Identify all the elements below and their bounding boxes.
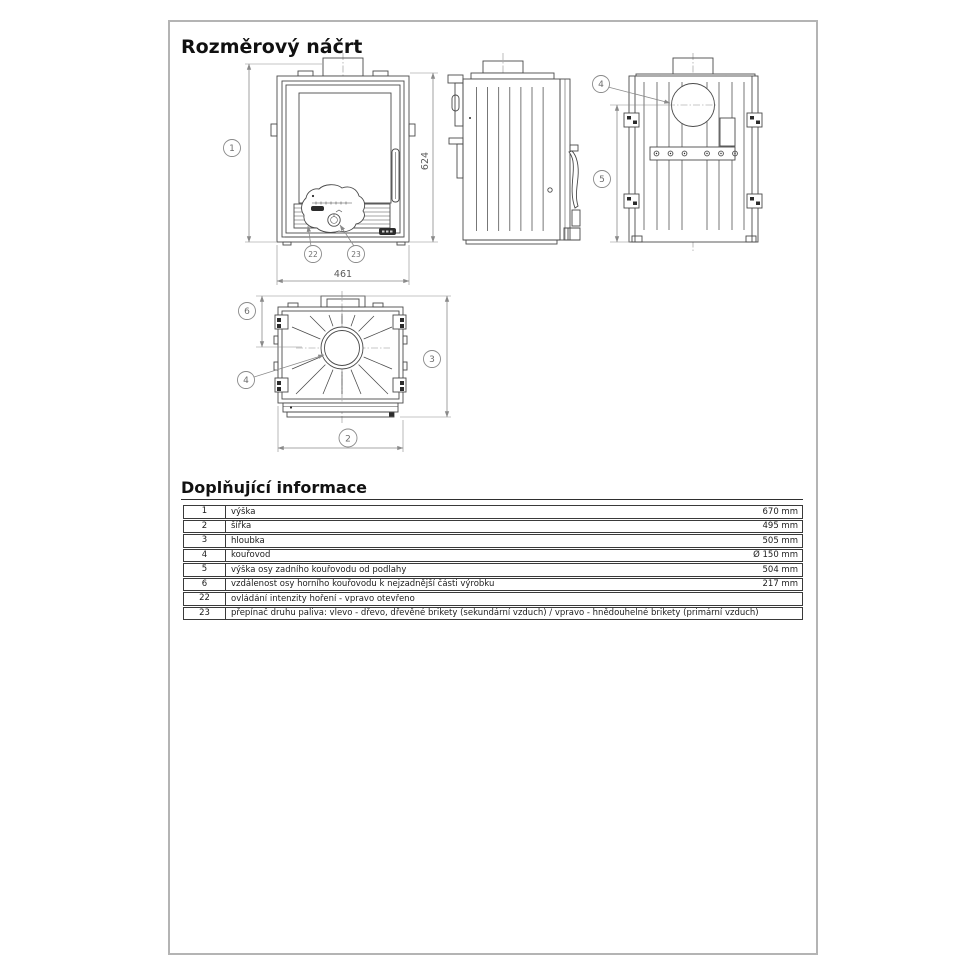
- row-label: kouřovod: [231, 550, 271, 561]
- row-number: 6: [184, 579, 226, 591]
- side-view: [448, 53, 580, 244]
- row-number: 3: [184, 535, 226, 547]
- top-view-dimensions: [238, 296, 452, 452]
- row-number: 4: [184, 550, 226, 562]
- svg-text:6: 6: [244, 307, 250, 318]
- control-mechanism: [302, 185, 365, 233]
- svg-text:5: 5: [599, 175, 605, 186]
- mounting-bracket: [650, 147, 737, 160]
- svg-text:2: 2: [345, 434, 351, 445]
- table-row: [183, 520, 803, 534]
- row-number: 23: [184, 608, 226, 620]
- table-row: [183, 563, 803, 577]
- row-label: hloubka: [231, 535, 265, 546]
- row-label: ovládání intenzity hoření - vpravo otevřeno: [231, 593, 415, 604]
- row-number: 2: [184, 521, 226, 533]
- section-rule: [181, 499, 803, 500]
- row-value: Ø 150 mm: [753, 550, 798, 561]
- door-edge-details: [448, 75, 463, 178]
- intensity-slider: [311, 206, 324, 211]
- table-row: [183, 578, 803, 592]
- top-view: [274, 291, 407, 424]
- row-value: 670 mm: [762, 506, 798, 517]
- flue-collar-top: [321, 296, 365, 307]
- row-value: 505 mm: [762, 535, 798, 546]
- top-flue-outlet: [321, 327, 363, 369]
- table-row: [183, 607, 803, 621]
- row-value: 217 mm: [762, 579, 798, 590]
- section-title-dimensional-sketch: Rozměrový náčrt: [181, 36, 363, 58]
- brand-logo: [379, 228, 396, 235]
- table-row: [183, 592, 803, 606]
- svg-text:1: 1: [229, 144, 235, 155]
- row-number: 1: [184, 506, 226, 518]
- row-value: 495 mm: [762, 521, 798, 532]
- row-number: 22: [184, 593, 226, 605]
- section-title-additional-info: Doplňující informace: [181, 478, 368, 497]
- row-label: výška osy zadního kouřovodu od podlahy: [231, 564, 407, 575]
- svg-text:23: 23: [351, 249, 361, 259]
- row-number: 5: [184, 564, 226, 576]
- row-label: přepínač druhu paliva: vlevo - dřevo, dřevěné brikety (sekundární vzduch) / vpravo - hnědouhelné brikety (primární vzduch): [231, 608, 759, 619]
- table-row: [183, 549, 803, 563]
- row-label: výška: [231, 506, 256, 517]
- row-label: vzdálenost osy horního kouřovodu k nejzadnější části výrobku: [231, 579, 495, 590]
- additional-info-table: [183, 505, 803, 621]
- row-label: šířka: [231, 521, 252, 532]
- dim-624: 624: [420, 151, 431, 171]
- svg-text:22: 22: [308, 249, 318, 259]
- back-view: [624, 53, 762, 252]
- stove-body-side: [463, 79, 560, 240]
- dim-461: 461: [333, 269, 353, 280]
- svg-text:4: 4: [598, 80, 604, 91]
- svg-text:3: 3: [429, 355, 435, 366]
- front-view: [271, 53, 415, 245]
- top-plinth: [283, 403, 398, 417]
- row-value: 504 mm: [762, 564, 798, 575]
- svg-text:4: 4: [243, 376, 249, 387]
- table-row: [183, 505, 803, 519]
- table-row: [183, 534, 803, 548]
